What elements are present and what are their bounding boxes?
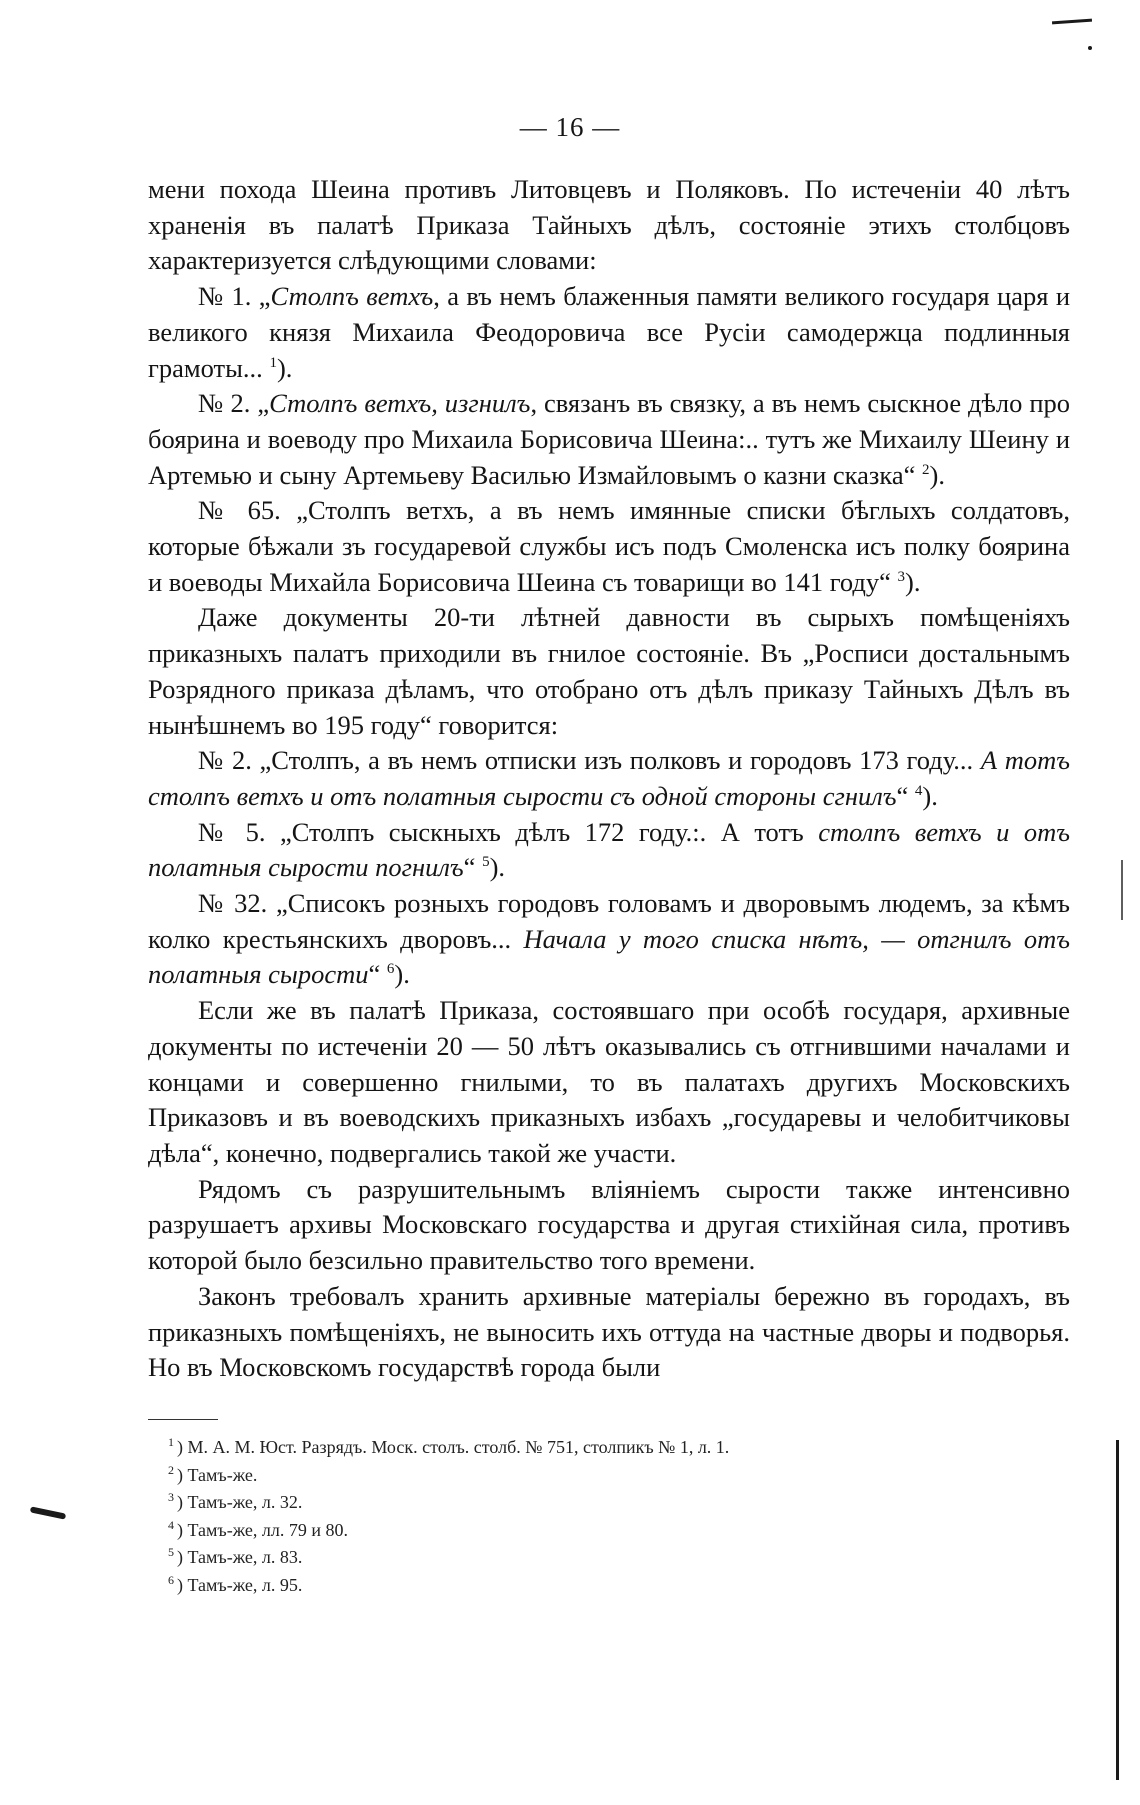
paragraph-text: № 2. „ xyxy=(198,388,270,419)
paragraph xyxy=(148,1279,1070,1386)
paragraph-text: № 1. „ xyxy=(198,281,271,312)
quoted-italic-text: Столпъ ветхъ xyxy=(270,281,434,312)
paragraph-text: Если же въ палатѣ Приказа, состоявшаго при особѣ государя, архивные документы по истеченіи 20 — 50 лѣтъ оказывались съ отгнившими началами и концами и совершенно гнилыми, то въ палатахъ другихъ Московскихъ Приказовъ и въ воеводскихъ приказныхъ избахъ „государевы и челобитчиковы дѣла“, конечно, подвергались такой же участи. xyxy=(148,995,1070,1168)
paragraph xyxy=(148,386,1070,493)
paragraph-text: ). xyxy=(489,852,506,883)
paragraph xyxy=(148,279,1070,386)
footnote-mark: 2 xyxy=(168,1462,174,1477)
page-number: — 16 — xyxy=(519,112,621,142)
quoted-italic-text: А тотъ столпъ ветхъ и отъ полатныя сырости съ одной стороны сгнилъ xyxy=(148,745,1070,811)
paragraph-text: , связанъ въ связку, а въ немъ сыскное дѣло про боярина и воеводу про Михаила Борисовича Шеина:.. тутъ же Михаилу Шеину и Артемью и сыну Артемьеву Василью Измайловымъ о казни сказка“ xyxy=(148,388,1070,490)
paragraph xyxy=(148,1172,1070,1279)
footnote-mark: 4 xyxy=(168,1517,174,1532)
footnotes xyxy=(168,1434,1048,1600)
paragraph-text: ). xyxy=(394,959,410,990)
scan-artifact-mark xyxy=(30,1506,66,1519)
paragraph-text: Даже документы 20-ти лѣтней давности въ сырыхъ помѣщеніяхъ приказныхъ палатъ приходили въ гнилое состояніе. Въ „Росписи достальнымъ Розрядного приказа дѣламъ, что отобрано отъ дѣлъ приказу Тайныхъ Дѣлъ въ нынѣшнемъ во 195 году“ говорится: xyxy=(148,602,1070,740)
paragraph xyxy=(148,493,1070,600)
scan-artifact-dot xyxy=(1088,46,1092,50)
footnote-reference: 5 xyxy=(482,854,490,871)
paragraph-text: ). xyxy=(929,459,945,490)
quoted-italic-text: Начала у того списка нѣтъ, — отгнилъ отъ полатныя сырости xyxy=(148,923,1070,990)
footnote-mark: 3 xyxy=(168,1490,174,1505)
footnote-reference: 4 xyxy=(914,783,923,800)
quoted-italic-text: Столпъ ветхъ, изгнилъ xyxy=(269,388,531,419)
paragraph-text: мени похода Шеина противъ Литовцевъ и Поляковъ. По истеченіи 40 лѣтъ храненія въ палатѣ Приказа Тайныхъ дѣлъ, состояніе этихъ столбцовъ характеризуется слѣдующими словами: xyxy=(148,174,1070,276)
scan-edge-line xyxy=(1121,860,1123,920)
paragraph-text: № 5. „Столпъ сыскныхъ дѣлъ 172 году.:. А тотъ xyxy=(198,816,819,847)
quoted-italic-text: столпъ ветхъ и отъ полатныя сырости погнилъ xyxy=(148,816,1070,883)
paragraph-text: ). xyxy=(922,780,938,811)
footnote-text: Тамъ-же. xyxy=(187,1464,258,1485)
footnote: $^5$ ) Тамъ-же, л. 83. xyxy=(168,1545,303,1568)
footnote: $^3$ ) Тамъ-же, л. 32. xyxy=(168,1490,303,1513)
paragraph-text: Законъ требовалъ хранить архивные матеріалы бережно въ городахъ, въ приказныхъ помѣщеніяхъ, не выносить ихъ оттуда на частные дворы и подворья. Но въ Московскомъ государствѣ города были xyxy=(148,1280,1070,1383)
body-text xyxy=(148,172,1070,1386)
footnote-mark: 6 xyxy=(168,1572,174,1587)
footnote-reference: 3 xyxy=(897,568,906,585)
footnote-divider xyxy=(148,1419,218,1420)
paragraph xyxy=(148,993,1070,1172)
paragraph-text: № 32. „Списокъ розныхъ городовъ головамъ и дворовымъ людемъ, за кѣмъ колко крестьянскихъ дворовъ... xyxy=(148,888,1070,954)
scan-artifact-mark xyxy=(1052,19,1092,25)
footnote-text: Тамъ-же, л. 32. xyxy=(187,1492,303,1513)
footnote-text: Тамъ-же, л. 83. xyxy=(187,1547,303,1568)
paragraph xyxy=(148,600,1070,743)
paragraph-text: № 65. „Столпъ ветхъ, а въ немъ имянные списки бѣглыхъ солдатовъ, которые бѣжали зъ государевой службы исъ подъ Смоленска исъ полку боярина и воеводы Михайла Борисовича Шеина съ товарищи во 141 году“ xyxy=(148,495,1070,597)
footnote: $^6$ ) Тамъ-же, л. 95. xyxy=(168,1572,303,1595)
footnote-mark: 5 xyxy=(168,1545,174,1560)
footnote-text: Тамъ-же, л. 95. xyxy=(187,1574,303,1595)
paragraph xyxy=(148,886,1070,993)
footnote-text: М. А. М. Юст. Разрядъ. Моск. столъ. столб. № 751, столпикъ № 1, л. 1. xyxy=(187,1437,730,1457)
paragraph-text: , а въ немъ блаженныя памяти великого государя царя и великого князя Михаила Феодоровича все Русіи самодержца подлинныя грамоты... xyxy=(148,281,1070,383)
paragraph-text: “ xyxy=(463,852,483,883)
footnote-reference: 6 xyxy=(386,961,395,978)
paragraph xyxy=(148,815,1070,886)
paragraph-text: “ xyxy=(368,959,387,990)
footnote-reference: 1 xyxy=(269,354,277,371)
footnote-text: Тамъ-же, лл. 79 и 80. xyxy=(187,1519,349,1540)
paragraph-text: № 2. „Столпъ, а въ немъ отписки изъ полковъ и городовъ 173 году... xyxy=(198,745,981,776)
paragraph-text: ). xyxy=(276,352,293,383)
footnote: $^1$ ) М. А. М. Юст. Разрядъ. Моск. столъ. столб. № 751, столпикъ № 1, л. 1. xyxy=(168,1435,730,1457)
paragraph-text: “ xyxy=(896,780,915,811)
footnote-mark: 1 xyxy=(168,1435,174,1449)
footnote-reference: 2 xyxy=(922,461,930,478)
paragraph xyxy=(148,172,1070,279)
footnote: $^2$ ) Тамъ-же. xyxy=(168,1462,258,1485)
paragraph-text: Рядомъ съ разрушительнымъ вліяніемъ сырости также интенсивно разрушаетъ архивы Московскаго государства и другая стихійная сила, противъ которой было безсильно правительство того времени. xyxy=(148,1173,1070,1276)
paragraph xyxy=(148,743,1070,814)
scan-edge-line xyxy=(1116,1440,1119,1780)
paragraph-text: ). xyxy=(905,566,921,597)
footnote: $^4$ ) Тамъ-же, лл. 79 и 80. xyxy=(168,1517,349,1540)
